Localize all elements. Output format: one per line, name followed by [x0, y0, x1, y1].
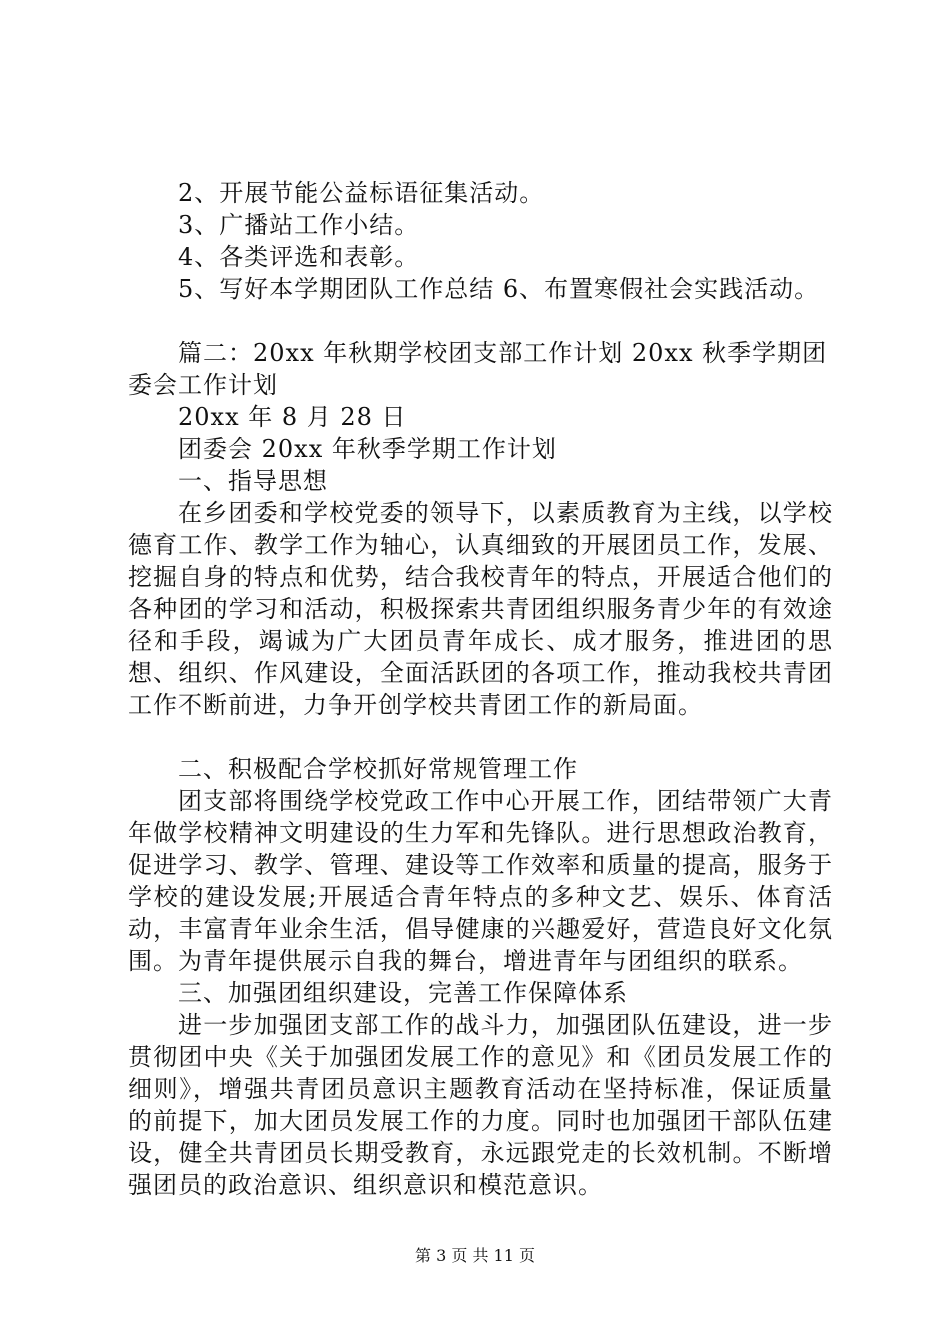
page-footer: 第 3 页 共 11 页 — [415, 1246, 535, 1265]
section-body-guiding-thought: 在乡团委和学校党委的领导下，以素质教育为主线，以学校德育工作、教学工作为轴心，认真细致的开展团员工作，发展、挖掘自身的特点和优势，结合我校青年的特点，开展适合他们的各种团的学习和活动，积极探索共青团组织服务青少年的有效途径和手段，竭诚为广大团员青年成长、成才服务，推进团的思想、组织、作风建设，全面活跃团的各项工作，推动我校共青团工作不断前进，力争开创学校共青团工作的新局面。 — [128, 499, 833, 719]
section-heading-guiding-thought: 一、指导思想 — [178, 467, 328, 495]
list-item: 3、广播站工作小结。 — [178, 211, 420, 239]
section-body-routine-management: 团支部将围绕学校党政工作中心开展工作，团结带领广大青年做学校精神文明建设的生力军和先锋队。进行思想政治教育，促进学习、教学、管理、建设等工作效率和质量的提高，服务于学校的建设发展;开展适合青年特点的多种文艺、娱乐、体育活动，丰富青年业余生活，倡导健康的兴趣爱好，营造良好文化氛围。为青年提供展示自我的舞台，增进青年与团组织的联系。 — [128, 787, 833, 975]
list-item: 2、开展节能公益标语征集活动。 — [178, 179, 545, 207]
section-heading-routine-management: 二、积极配合学校抓好常规管理工作 — [178, 755, 578, 783]
document-title: 篇二：20xx 年秋期学校团支部工作计划 20xx 秋季学期团委会工作计划 — [128, 339, 828, 399]
section-heading-organization-building: 三、加强团组织建设，完善工作保障体系 — [178, 979, 628, 1007]
document-date: 20xx 年 8 月 28 日 — [178, 403, 407, 431]
list-item: 5、写好本学期团队工作总结 6、布置寒假社会实践活动。 — [178, 275, 820, 303]
list-item: 4、各类评选和表彰。 — [178, 243, 420, 271]
document-subtitle: 团委会 20xx 年秋季学期工作计划 — [178, 435, 557, 463]
document-body — [128, 177, 833, 1201]
section-body-organization-building: 进一步加强团支部工作的战斗力，加强团队伍建设，进一步贯彻团中央《关于加强团发展工作的意见》和《团员发展工作的细则》，增强共青团员意识主题教育活动在坚持标准，保证质量的前提下，加大团员发展工作的力度。同时也加强团干部队伍建设，健全共青团员长期受教育，永远跟党走的长效机制。不断增强团员的政治意识、组织意识和模范意识。 — [128, 1011, 833, 1199]
